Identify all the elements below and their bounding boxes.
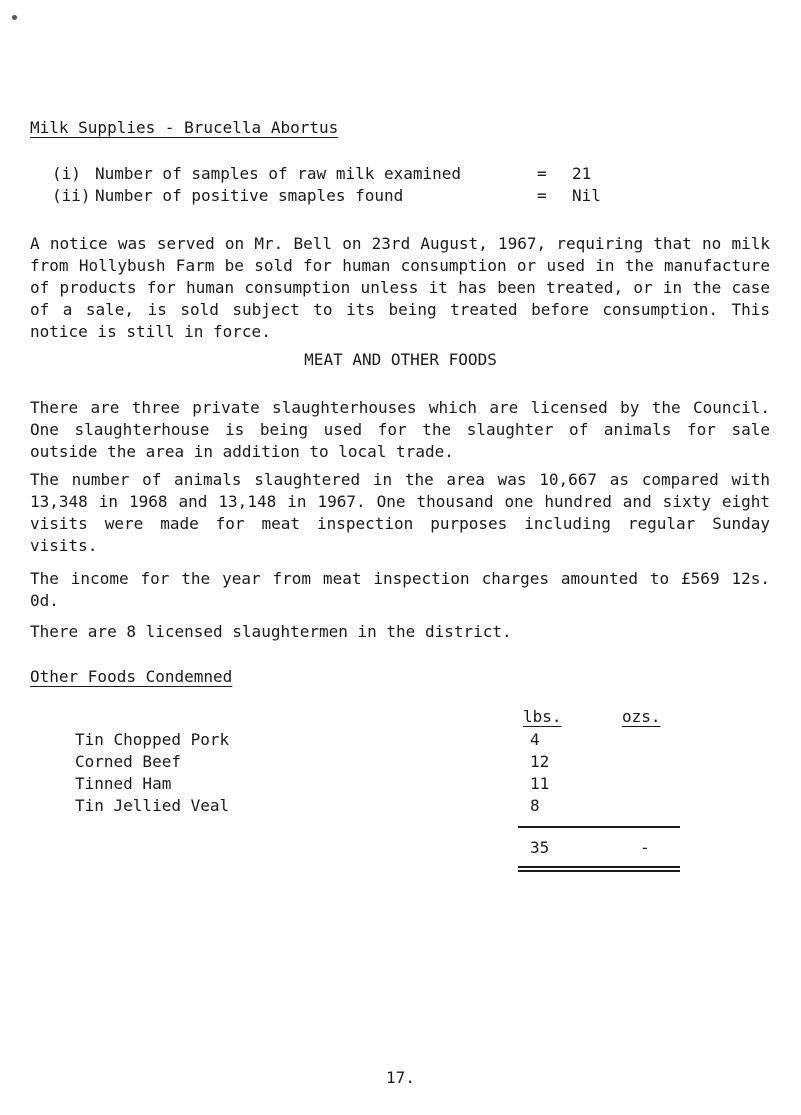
slaughtermen-paragraph: There are 8 licensed slaughtermen in the district. [30,622,512,641]
column-header-ozs: ozs. [622,707,661,726]
food-lbs: 4 [530,730,540,749]
food-item: Corned Beef [75,752,181,771]
milk-item-label: Number of positive smaples found [95,186,404,205]
milk-item-number: (ii) [52,186,91,205]
meat-heading: MEAT AND OTHER FOODS [304,350,497,369]
milk-item-equals: = [537,164,547,183]
milk-item-number: (i) [52,164,81,183]
total-rule-bottom-1 [518,866,680,868]
food-item: Tin Jellied Veal [75,796,230,815]
income-paragraph: The income for the year from meat inspection charges amounted to £569 12s. 0d. [30,569,770,610]
food-item: Tin Chopped Pork [75,730,230,749]
total-lbs: 35 [530,838,550,857]
animals-slaughtered-paragraph: The number of animals slaughtered in the area was 10,667 as compared with 13,348 in 1968 and 13,148 in 1967. One thousand one hundred and sixty eight visits were made for meat inspection purposes including regular Sunday visits. [30,470,770,555]
food-lbs: 8 [530,796,540,815]
food-lbs: 12 [530,752,550,771]
milk-item-value: 21 [572,164,592,183]
column-header-lbs: lbs. [523,707,562,726]
milk-item-equals: = [537,186,547,205]
milk-item-value: Nil [572,186,601,205]
food-item: Tinned Ham [75,774,172,793]
punch-mark [12,15,17,20]
total-rule-top [518,826,680,828]
other-foods-heading: Other Foods Condemned [30,667,233,686]
slaughterhouses-paragraph: There are three private slaughterhouses which are licensed by the Council. One slaughterhouse is being used for the slaughter of animals for sale outside the area in addition to local trade. [30,398,770,461]
milk-item-label: Number of samples of raw milk examined [95,164,462,183]
total-ozs: - [640,838,650,857]
milk-heading: Milk Supplies - Brucella Abortus [30,118,339,137]
total-rule-bottom-2 [518,870,680,872]
notice-paragraph: A notice was served on Mr. Bell on 23rd August, 1967, requiring that no milk from Hollybush Farm be sold for human consumption or used in the manufacture of products for human consumption unless it has been treated, or in the case of a sale, is sold subject to its being treated before consumption. This notice is still in force. [30,234,770,341]
page-number: 17. [386,1068,415,1087]
food-lbs: 11 [530,774,550,793]
